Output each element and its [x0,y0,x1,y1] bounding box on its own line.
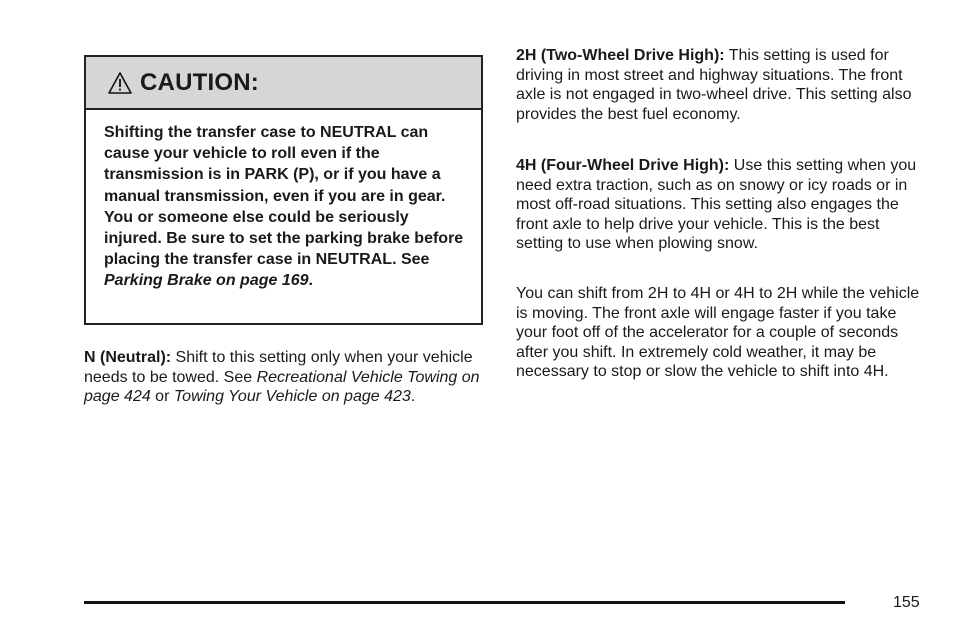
footer-rule [84,601,845,604]
caution-header [86,57,481,110]
towing-your-vehicle-reference[interactable]: Towing Your Vehicle on page 423 [173,388,411,406]
caution-title: CAUTION: [140,68,259,96]
warning-triangle-icon [108,71,132,95]
four-h-paragraph: 4H (Four-Wheel Drive High): Use this setting when you need extra traction, such as on snowy or icy roads or in most off-road situations. This setting also engages the front axle to help drive your vehicle. This is the best setting to use when plowing snow. [516,157,917,253]
four-h-term: 4H (Four-Wheel Drive High): [516,157,730,174]
caution-box [84,55,483,325]
recreational-towing-reference[interactable]: Recreational Vehicle Towing on page 424 [84,368,480,406]
two-h-paragraph: 2H (Two-Wheel Drive High): This setting is used for driving in most street and highway situations. The front axle is not engaged in two-wheel drive. This setting also provides the best fuel economy. [516,47,912,123]
caution-body-text: Shifting the transfer case to NEUTRAL can cause your vehicle to roll even if the transmission is in PARK (P), or if you have a manual transmission, even if you are in gear. You or someone else could be seriously injured. Be sure to set the parking brake before placing the transfer case in NEUTRAL. See [104,124,464,269]
neutral-paragraph: N (Neutral): Shift to this setting only when your vehicle needs to be towed. See Recreational Vehicle Towing on page 424 or Towing Your Vehicle on page 423. [84,349,480,406]
page-number: 155 [893,594,920,611]
caution-body: Shifting the transfer case to NEUTRAL can cause your vehicle to roll even if the transmission is in PARK (P), or if you have a manual transmission, even if you are in gear. You or someone else could be seriously injured. Be sure to set the parking brake before placing the transfer case in NEUTRAL. See Parking Brake on page 169. [104,124,464,290]
shift-note-paragraph: You can shift from 2H to 4H or 4H to 2H while the vehicle is moving. The front axle will engage faster if you take your foot off of the accelerator for a couple of seconds after you shift. In extremely cold weather, it may be necessary to stop or slow the vehicle to shift into 4H. [516,285,920,381]
parking-brake-reference[interactable]: Parking Brake on page 169 [104,272,309,290]
two-h-term: 2H (Two-Wheel Drive High): [516,47,725,64]
neutral-term: N (Neutral): [84,349,172,366]
